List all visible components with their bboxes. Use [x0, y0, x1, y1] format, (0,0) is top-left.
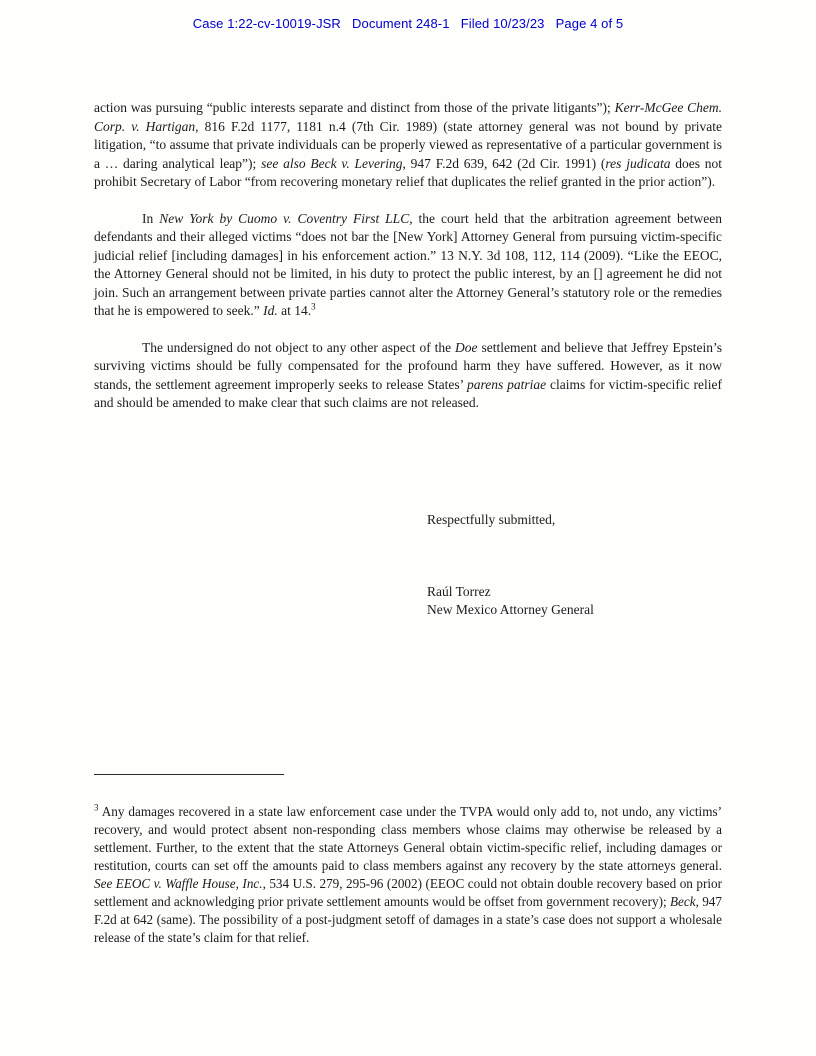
text-run: The undersigned do not object to any other aspect of the: [142, 339, 456, 355]
text-run: parens patriae: [467, 376, 547, 392]
text-run: Kerr-McGee Chem. Corp. v. Hartigan: [94, 100, 723, 134]
document-body: [94, 99, 722, 431]
text-run: , 947 F.2d 639, 642 (2d Cir. 1991) (: [402, 155, 606, 171]
text-run: Any damages recovered in a state law enforcement case under the TVPA would only add to, not undo, any victims’ recovery, and would protect absent non-responding class members whose claims may otherwise be released by a settlement. Further, to the extent that the state Attorneys General obtain victim-specific relief, including damages or restitution, courts can set off the amounts paid to class members against any recovery by the state attorneys general.: [94, 804, 722, 873]
signer-title: New Mexico Attorney General: [427, 602, 594, 617]
signer-identity: [427, 583, 594, 620]
footnote-3: [94, 803, 722, 947]
signature-block: [427, 511, 594, 620]
court-filing-header: Case 1:22-cv-10019-JSR Document 248-1 Filed 10/23/23 Page 4 of 5: [192, 16, 624, 31]
text-run: action was pursuing “public interests separate and distinct from those of the private litigants”);: [94, 100, 615, 115]
text-run: see also Beck v. Levering: [261, 155, 403, 171]
text-run: , 534 U.S. 279, 295-96 (2002) (EEOC could not obtain double recovery based on prior settlement and acknowledging prior private settlement amounts would be offset from government recovery);: [94, 876, 722, 909]
text-run: , 947 F.2d at 642 (same). The possibility of a post-judgment setoff of damages in a state’s case does not support a wholesale release of the state’s claim for that relief.: [94, 894, 722, 945]
text-run: 3: [311, 301, 316, 312]
paragraph-continuation: [94, 99, 722, 192]
signature-salutation: Respectfully submitted,: [427, 512, 556, 527]
signer-name: Raúl Torrez: [427, 583, 491, 599]
text-run: , 816 F.2d 1177, 1181 n.4 (7th Cir. 1989) (state attorney general was not bound by private litigation, “to assume that private individuals can be properly viewed as representative of a particular government is a … daring analytical leap”);: [94, 118, 722, 171]
text-run: See EEOC v. Waffle House, Inc.: [94, 876, 263, 891]
text-run: res judicata: [605, 155, 671, 171]
text-run: Beck: [669, 894, 696, 909]
text-run: , the court held that the arbitration agreement between defendants and their alleged victims “does not bar the [New York] Attorney General from pursuing victim-specific judicial relief [including damages] in his enforcement action.” 13 N.Y. 3d 108, 112, 114 (2009). “Like the EEOC, the Attorney General should not be limited, in his duty to protect the public interest, by an [] agreement he did not join. Such an arrangement between private parties cannot alter the Attorney General’s statutory role or the remedies that he is empowered to seek.”: [94, 210, 723, 318]
text-run: In: [142, 210, 160, 226]
text-run: 3: [94, 802, 99, 813]
paragraph-coventry-first: [94, 210, 722, 321]
text-run: at 14.: [277, 303, 312, 318]
text-run: does not prohibit Secretary of Labor “from recovering monetary relief that duplicates the relief granted in the prior action”).: [94, 155, 723, 189]
text-run: New York by Cuomo v. Coventry First LLC: [159, 210, 410, 226]
text-run: Doe: [455, 339, 478, 355]
paragraph-conclusion: [94, 339, 722, 413]
text-run: claims for victim-specific relief and should be amended to make clear that such claims are not released.: [94, 376, 722, 410]
text-run: settlement and believe that Jeffrey Epstein’s surviving victims should be fully compensated for the profound harm they have suffered. However, as it now stands, the settlement agreement improperly seeks to release States’: [94, 339, 722, 392]
text-run: Id.: [263, 303, 278, 318]
footnote-separator: [94, 774, 284, 775]
